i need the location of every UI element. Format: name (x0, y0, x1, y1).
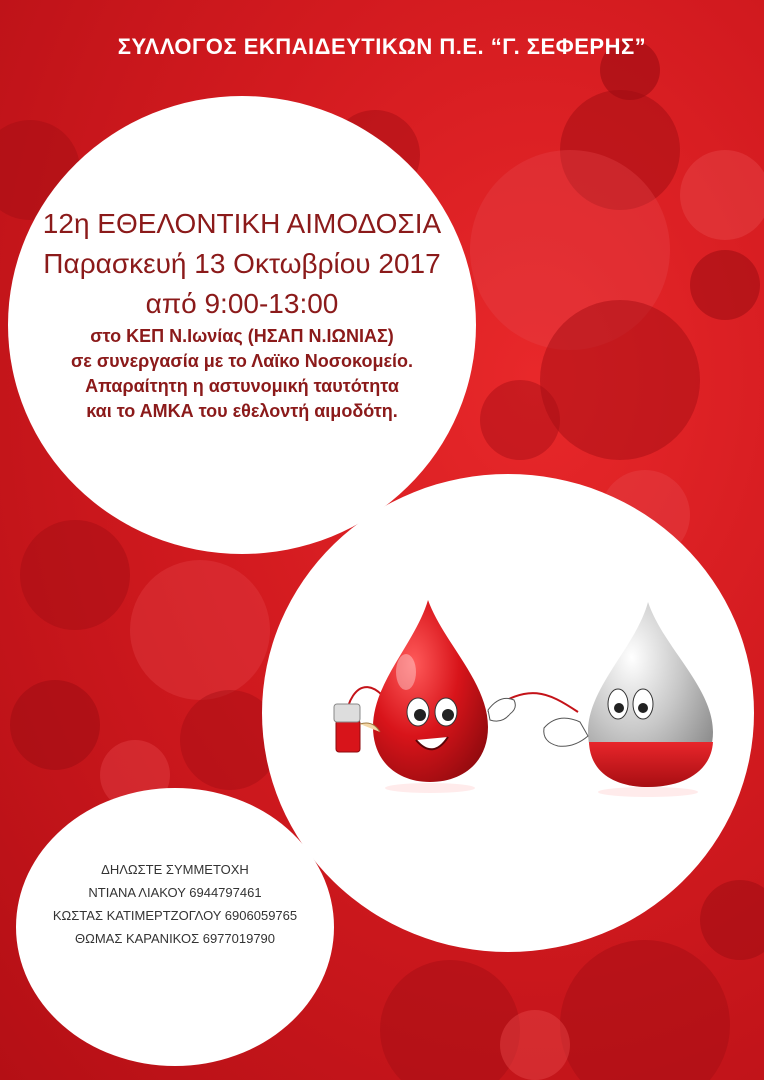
contact-person: ΘΩΜΑΣ ΚΑΡΑΝΙΚΟΣ 6977019790 (74, 931, 276, 946)
event-date: Παρασκευή 13 Οκτωβρίου 2017 (43, 248, 441, 279)
bokeh-dot (10, 680, 100, 770)
bokeh-dot (20, 520, 130, 630)
event-detail-line: στο ΚΕΠ Ν.Ιωνίας (ΗΣΑΠ Ν.ΙΩΝΙΑΣ) (90, 326, 394, 346)
event-time: από 9:00-13:00 (145, 288, 339, 319)
bokeh-dot (130, 560, 270, 700)
bokeh-dot (540, 300, 700, 460)
event-info (10, 204, 474, 424)
bokeh-dot (560, 940, 730, 1080)
contact-heading: ΔΗΛΩΣΤΕ ΣΥΜΜΕΤΟΧΗ (101, 862, 249, 877)
event-detail-line: και το ΑΜΚΑ του εθελοντή αιμοδότη. (86, 401, 398, 421)
blood-drop-donation-icon (318, 592, 728, 802)
bokeh-dot (480, 380, 560, 460)
bokeh-dot (700, 880, 764, 960)
contact-person: ΚΩΣΤΑΣ ΚΑΤΙΜΕΡΤΖΟΓΛΟΥ 6906059765 (52, 908, 298, 923)
contact-info (40, 858, 310, 950)
bokeh-dot (500, 1010, 570, 1080)
bokeh-dot (380, 960, 520, 1080)
event-detail-line: Απαραίτητη η αστυνομική ταυτότητα (85, 376, 399, 396)
red-drop-character (373, 600, 488, 782)
contact-person: ΝΤΙΑΝΑ ΛΙΑΚΟΥ 6944797461 (88, 885, 262, 900)
event-detail-line: σε συνεργασία με το Λαϊκο Νοσοκομείο. (70, 351, 413, 371)
bokeh-dot (680, 150, 764, 240)
organization-header: ΣΥΛΛΟΓΟΣ ΕΚΠΑΙΔΕΥΤΙΚΩΝ Π.Ε. “Γ. ΣΕΦΕΡΗΣ” (117, 34, 647, 59)
bokeh-dot (690, 250, 760, 320)
event-title: 12η ΕΘΕΛΟΝΤΙΚΗ ΑΙΜΟΔΟΣΙΑ (42, 208, 442, 239)
